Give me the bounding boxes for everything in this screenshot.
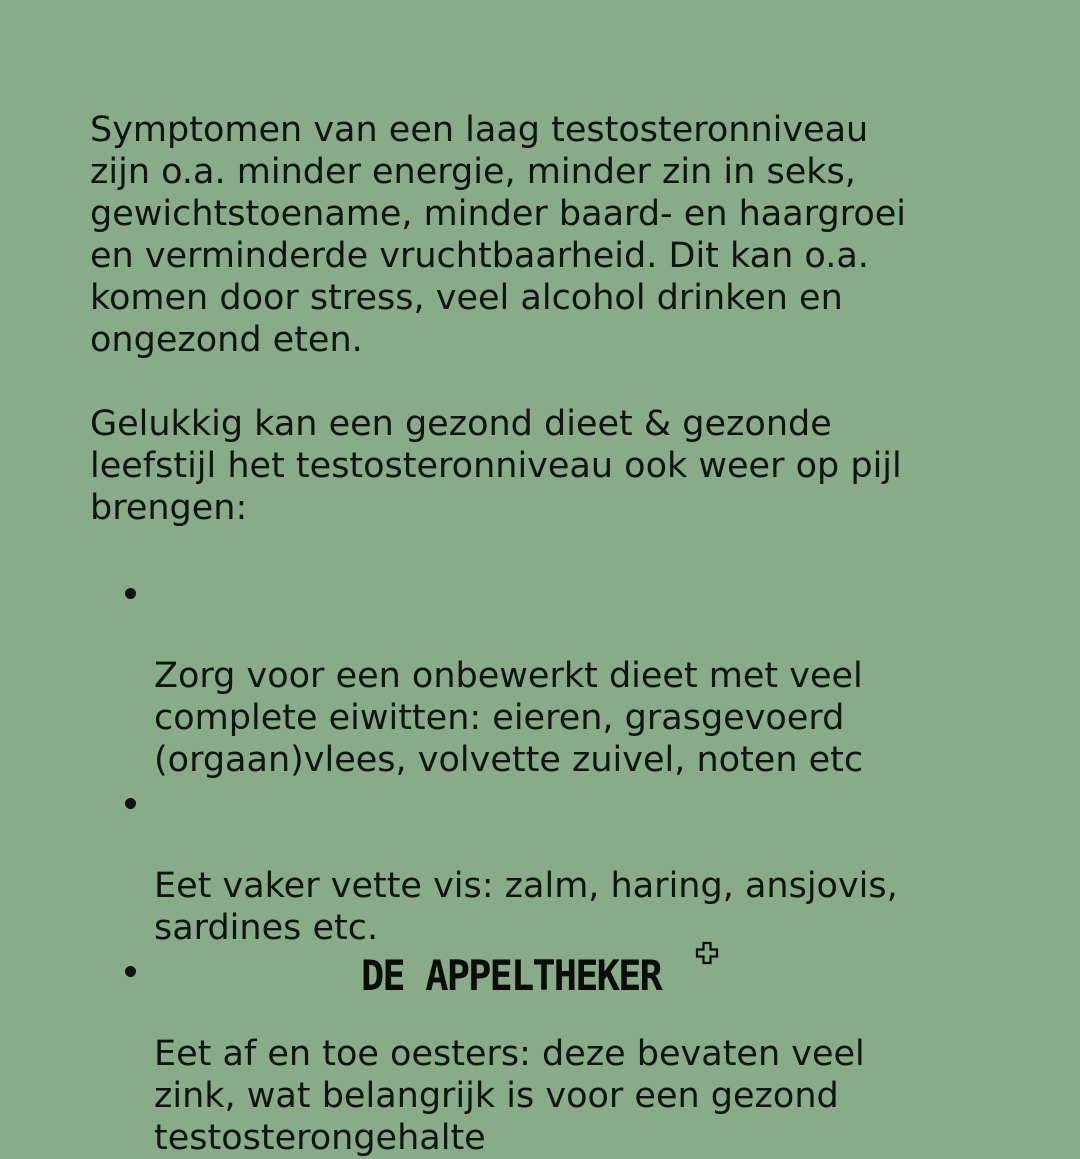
bullet-icon (125, 588, 136, 599)
solution-paragraph: Gelukkig kan een gezond dieet & gezonde leefstijl het testosteronniveau ook weer op pijl brengen: (90, 404, 902, 528)
main-content (90, 109, 1000, 1159)
list-item-text: Eet vaker vette vis: zalm, haring, ansjovis, sardines etc. (154, 866, 898, 948)
bullet-icon (125, 798, 136, 809)
plus-icon (695, 941, 719, 965)
list-item (90, 571, 1000, 781)
list-item (90, 781, 1000, 949)
intro-paragraph: Symptomen van een laag testosteronniveau zijn o.a. minder energie, minder zin in seks, gewichtstoename, minder baard- en haargroei en verminderde vruchtbaarheid. Dit kan o.a. komen door stress, veel alcohol drinken en ongezond eten. (90, 110, 906, 360)
bullet-icon (125, 966, 136, 977)
brand-logo (361, 953, 687, 999)
list-item-text: Eet af en toe oesters: deze bevaten veel zink, wat belangrijk is voor een gezond testosterongehalte (154, 1034, 865, 1158)
list-item-text: Zorg voor een onbewerkt dieet met veel complete eiwitten: eieren, grasgevoerd (orgaan)vlees, volvette zuivel, noten etc (154, 656, 864, 780)
tips-list (90, 571, 1000, 1159)
logo-text: DE APPELTHEKER (361, 951, 661, 1000)
